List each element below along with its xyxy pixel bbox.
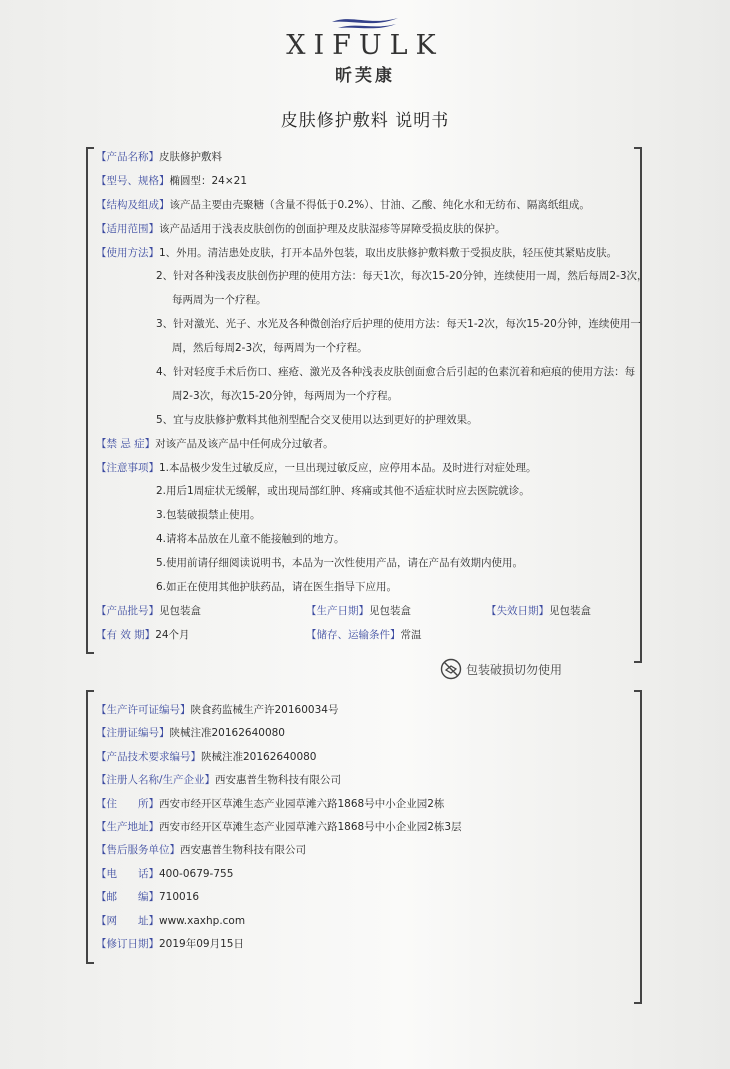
info-line xyxy=(96,576,636,600)
field-value: 4、针对轻度手术后伤口、痤疮、激光及各种浅表皮肤创面愈合后引起的色素沉着和疤痕的使用方法：每 xyxy=(156,366,636,379)
package-warning-text: 包装破损切勿使用 xyxy=(466,662,563,677)
field-value: 陕械注准20162640080 xyxy=(201,750,317,763)
field-mfg-date xyxy=(306,600,411,624)
field-label: 【型号、规格】 xyxy=(96,174,170,187)
field-value: 400-0679-755 xyxy=(159,867,234,880)
field-value: 3、针对激光、光子、水光及各种微创治疗后护理的使用方法：每天1-2次，每次15-20分钟，连续使用一 xyxy=(156,318,641,331)
info-line xyxy=(96,146,636,170)
field-label: 【产品批号】 xyxy=(96,604,159,617)
field-label: 【住 所】 xyxy=(96,797,159,810)
field-value: 5.使用前请仔细阅读说明书，本品为一次性使用产品，请在产品有效期内使用。 xyxy=(156,557,524,570)
info-line xyxy=(96,746,636,769)
field-value: 对该产品及该产品中任何成分过敏者。 xyxy=(155,437,334,450)
info-line xyxy=(96,218,636,242)
field-value: 常温 xyxy=(400,628,422,641)
field-label: 【储存、运输条件】 xyxy=(306,628,401,641)
info-line xyxy=(96,265,648,289)
field-value: 陕食药监械生产许20160034号 xyxy=(190,704,339,716)
brand-name: XIFULK xyxy=(286,30,444,61)
damaged-package-icon xyxy=(440,658,462,680)
field-label: 【生产地址】 xyxy=(96,820,159,833)
field-value: 见包装盒 xyxy=(159,604,201,617)
info-line xyxy=(96,480,636,504)
document-title: 皮肤修护敷料 说明书 xyxy=(280,111,450,131)
info-line xyxy=(96,504,636,528)
field-label: 【产品技术要求编号】 xyxy=(96,750,201,763)
field-value: 每两周为一个疗程。 xyxy=(172,294,267,307)
field-label: 【产品名称】 xyxy=(96,151,159,163)
info-line xyxy=(96,170,636,194)
field-batch xyxy=(96,600,201,624)
field-label: 【适用范围】 xyxy=(96,222,159,235)
field-value: 1.本品极少发生过敏反应，一旦出现过敏反应，应停用本品。及时进行对症处理。 xyxy=(159,461,537,474)
field-label: 【使用方法】 xyxy=(96,246,159,259)
info-line xyxy=(96,242,636,266)
info-line xyxy=(96,793,636,816)
product-info-section xyxy=(96,146,648,648)
field-value: 周，然后每周2-3次，每两周为一个疗程。 xyxy=(172,342,368,355)
field-value: 周2-3次，每次15-20分钟，每两周为一个疗程。 xyxy=(172,389,399,402)
info-line xyxy=(96,600,636,624)
field-value: 见包装盒 xyxy=(369,604,411,617)
info-line xyxy=(96,624,636,648)
field-value: 西安惠普生物科技有限公司 xyxy=(180,844,306,857)
field-value: 710016 xyxy=(159,891,200,904)
field-value: 1、外用。清洁患处皮肤，打开本品外包装，取出皮肤修护敷料敷于受损皮肤，轻压使其紧贴皮肤。 xyxy=(159,246,618,259)
brand-logo xyxy=(0,14,730,86)
info-line xyxy=(96,552,636,576)
field-value: 见包装盒 xyxy=(549,604,591,617)
field-value: 该产品适用于浅表皮肤创伤的创面护理及皮肤湿疹等屏障受损皮肤的保护。 xyxy=(159,222,506,235)
field-validity xyxy=(96,624,190,648)
info-line xyxy=(96,769,636,792)
field-label: 【注册证编号】 xyxy=(96,727,170,740)
info-line xyxy=(96,289,636,313)
info-line xyxy=(96,910,636,933)
field-value: 2.用后1周症状无缓解，或出现局部红肿、疼痛或其他不适症状时应去医院就诊。 xyxy=(156,485,530,498)
field-exp-date xyxy=(486,600,591,624)
field-value: www.xaxhp.com xyxy=(159,914,246,927)
field-label: 【注册人名称/生产企业】 xyxy=(96,774,216,787)
info-line xyxy=(96,433,636,457)
info-line xyxy=(96,863,636,886)
info-line xyxy=(96,886,636,909)
bracket-left xyxy=(86,690,94,964)
field-value: 该产品主要由壳聚糖（含量不得低于0.2%）、甘油、乙酸、纯化水和无纺布、隔离纸组成。 xyxy=(169,198,590,211)
field-label: 【售后服务单位】 xyxy=(96,844,180,857)
info-line xyxy=(96,722,636,745)
field-value: 5、宜与皮肤修护敷料其他剂型配合交叉使用以达到更好的护理效果。 xyxy=(156,413,478,426)
field-label: 【有 效 期】 xyxy=(96,628,156,641)
info-line xyxy=(96,385,636,409)
field-value: 2019年09月15日 xyxy=(159,937,244,950)
package-warning xyxy=(440,658,562,680)
info-line xyxy=(96,528,636,552)
brand-name-cn: 昕芙康 xyxy=(335,66,395,86)
field-value: 西安惠普生物科技有限公司 xyxy=(215,774,342,787)
field-label: 【禁 忌 症】 xyxy=(96,437,156,450)
field-storage xyxy=(306,624,422,648)
field-label: 【生产日期】 xyxy=(306,604,369,617)
field-label: 【修订日期】 xyxy=(96,937,159,950)
field-value: 4.请将本品放在儿童不能接触到的地方。 xyxy=(156,533,345,546)
field-value: 椭圆型：24×21 xyxy=(169,174,248,187)
info-line xyxy=(96,337,636,361)
info-line xyxy=(96,699,636,722)
field-label: 【邮 编】 xyxy=(96,891,159,904)
field-value: 3.包装破损禁止使用。 xyxy=(156,509,261,522)
field-value: 皮肤修护敷料 xyxy=(159,151,222,163)
field-value: 2、针对各种浅表皮肤创伤护理的使用方法：每天1次，每次15-20分钟，连续使用一周，然后每周2-3次， xyxy=(156,270,648,283)
field-label: 【结构及组成】 xyxy=(96,198,170,211)
info-line xyxy=(96,457,636,481)
field-value: 6.如正在使用其他护肤药品，请在医生指导下应用。 xyxy=(156,581,398,594)
field-label: 【失效日期】 xyxy=(486,604,549,617)
field-label: 【电 话】 xyxy=(96,867,159,880)
field-label: 【生产许可证编号】 xyxy=(96,704,191,716)
info-line xyxy=(96,839,636,862)
info-line xyxy=(96,409,636,433)
field-label: 【注意事项】 xyxy=(96,461,159,474)
info-line xyxy=(96,313,641,337)
field-value: 西安市经开区草滩生态产业园草滩六路1868号中小企业园2栋3层 xyxy=(159,820,462,833)
info-line xyxy=(96,194,636,218)
info-line xyxy=(96,361,636,385)
info-line xyxy=(96,933,636,956)
field-value: 24个月 xyxy=(155,628,190,641)
info-line xyxy=(96,816,636,839)
bracket-left xyxy=(86,147,94,654)
field-label: 【网 址】 xyxy=(96,914,159,927)
field-value: 西安市经开区草滩生态产业园草滩六路1868号中小企业园2栋 xyxy=(159,797,445,810)
manufacturer-info-section xyxy=(96,699,636,956)
field-value: 陕械注准20162640080 xyxy=(169,727,285,740)
